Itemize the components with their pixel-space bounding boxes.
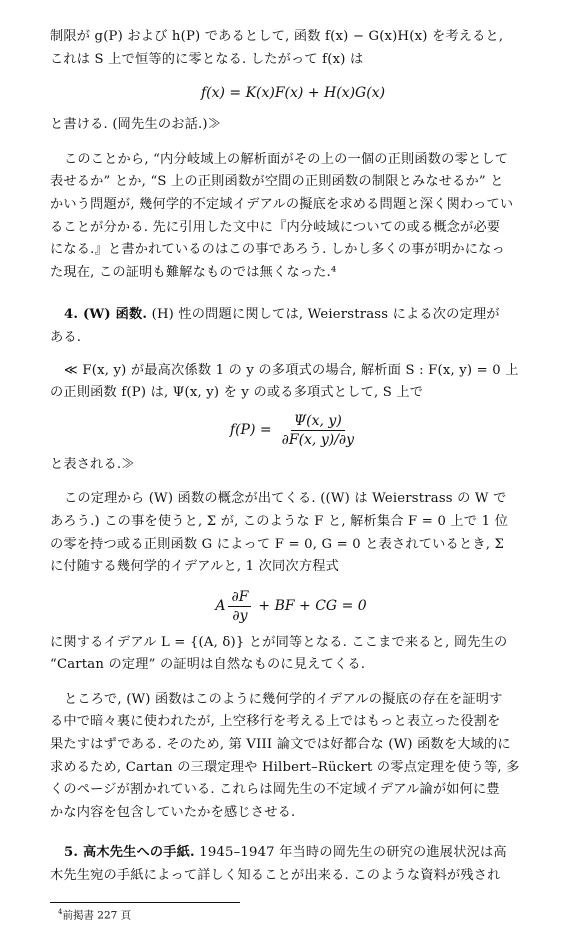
paragraph-3 [50,149,536,285]
page-body [50,26,536,888]
paragraph-6 [50,632,536,677]
text-line: た現在, この証明も難解なものでは無くなった.⁴ [50,264,337,280]
text-line: の零を持つ或る正則函数 G によって F = 0, G = 0 と表されているとき, Σ [50,536,505,552]
text-line: 果たすはずである. そのため, 第 VIII 論文では好都合な (W) 函数を大域的に [50,737,511,753]
footnote-rule [50,902,240,903]
section-5 [50,842,536,887]
text-line: かな内容を包含していたかを感じさせる. [50,804,296,820]
text-line: ある. [50,329,82,345]
paragraph-7 [50,689,536,825]
equation-lhs: f(P) = [229,422,272,439]
text-line: (H) 性の問題に関しては, Weierstrass による次の定理が [147,307,500,323]
text-line: “Cartan の定理” の証明は自然なものに見えてくる. [50,657,366,673]
equation-rest: + BF + CG = 0 [258,598,367,615]
text-line: くのページが割かれている. これらは岡先生の不定域イデアル論が如何に豊 [50,782,500,798]
paragraph-2: と書ける. (岡先生のお話.)≫ [50,117,222,133]
text-line: 1945–1947 年当時の岡先生の研究の進展状況は高 [194,845,507,861]
text-line: 求めるため, Cartan の三環定理や Hilbert–Rückert の零点定理を使う等, 多 [50,759,520,775]
text-line: かいう問題が, 幾何学的不定域イデアルの擬底を求める問題と深く関わってい [50,196,514,212]
fraction [228,589,251,624]
section-heading: 5. 高木先生への手紙. [64,845,195,861]
footnote-mark: 4 [58,908,63,916]
text-line: ところで, (W) 函数はこのように幾何学的イデアルの擬底の存在を証明す [64,691,503,707]
paragraph-5 [50,488,536,578]
text-line: これは S 上で恒等的に零となる. したがって f(x) は [50,51,364,67]
equation-2 [50,413,536,448]
equation-1: f(x) = K(x)F(x) + H(x)G(x) [200,85,386,102]
text-line: に付随する幾何学的イデアルと, 1 次同次方程式 [50,559,339,575]
section-4 [50,304,536,349]
equation-3 [50,589,536,624]
denominator: ∂y [232,607,248,624]
footnote [58,905,131,923]
text-line: になる.』と書かれているのはこの事であろう. しかし多くの事が明かになっ [50,242,505,258]
equation-coef: A [215,598,226,615]
section-heading: 4. (W) 函数. [64,307,148,323]
numerator: Ψ(x, y) [291,413,345,431]
fraction [279,413,357,448]
denominator: ∂F(x, y)/∂y [281,431,355,448]
text-line: に関するイデアル L = {(A, δ)} とが同等となる. ここまで来ると, 岡先生の [50,634,508,650]
text-line: る中で暗々裏に使われたが, 上空移行を考える上ではもっと表立った役割を [50,714,501,730]
text-line: このことから, “内分岐域上の解析面がその上の一個の正則函数の零として [64,151,509,167]
numerator: ∂F [228,589,251,607]
paragraph-4: と表される.≫ [50,456,135,472]
text-line: この定理から (W) 函数の概念が出てくる. ((W) は Weierstrass の W で [64,491,507,507]
footnote-text: 前掲書 227 頁 [62,909,132,922]
text-line: 木先生宛の手紙によって詳しく知ることが出来る. このような資料が残され [50,868,501,884]
theorem [50,360,536,405]
text-line: あろう.) この事を使うと, Σ が, このような F と, 解析集合 F = 0 上で 1 位 [50,513,508,529]
text-line: 表せるか” とか, “S 上の正則函数が空間の正則函数の制限とみなせるか” と [50,174,504,190]
text-line: の正則函数 f(P) は, Ψ(x, y) を y の或る多項式として, S 上で [50,385,424,401]
text-line: ≪ F(x, y) が最高次係数 1 の y の多項式の場合, 解析面 S : F(x, y) = 0 上 [64,362,519,378]
text-line: 制限が g(P) および h(P) であるとして, 函数 f(x) − G(x)H(x) を考えると, [50,29,504,44]
text-line: ることが分かる. 先に引用した文中に『内分岐域についての或る概念が必要 [50,219,501,235]
paragraph-1 [50,26,536,71]
